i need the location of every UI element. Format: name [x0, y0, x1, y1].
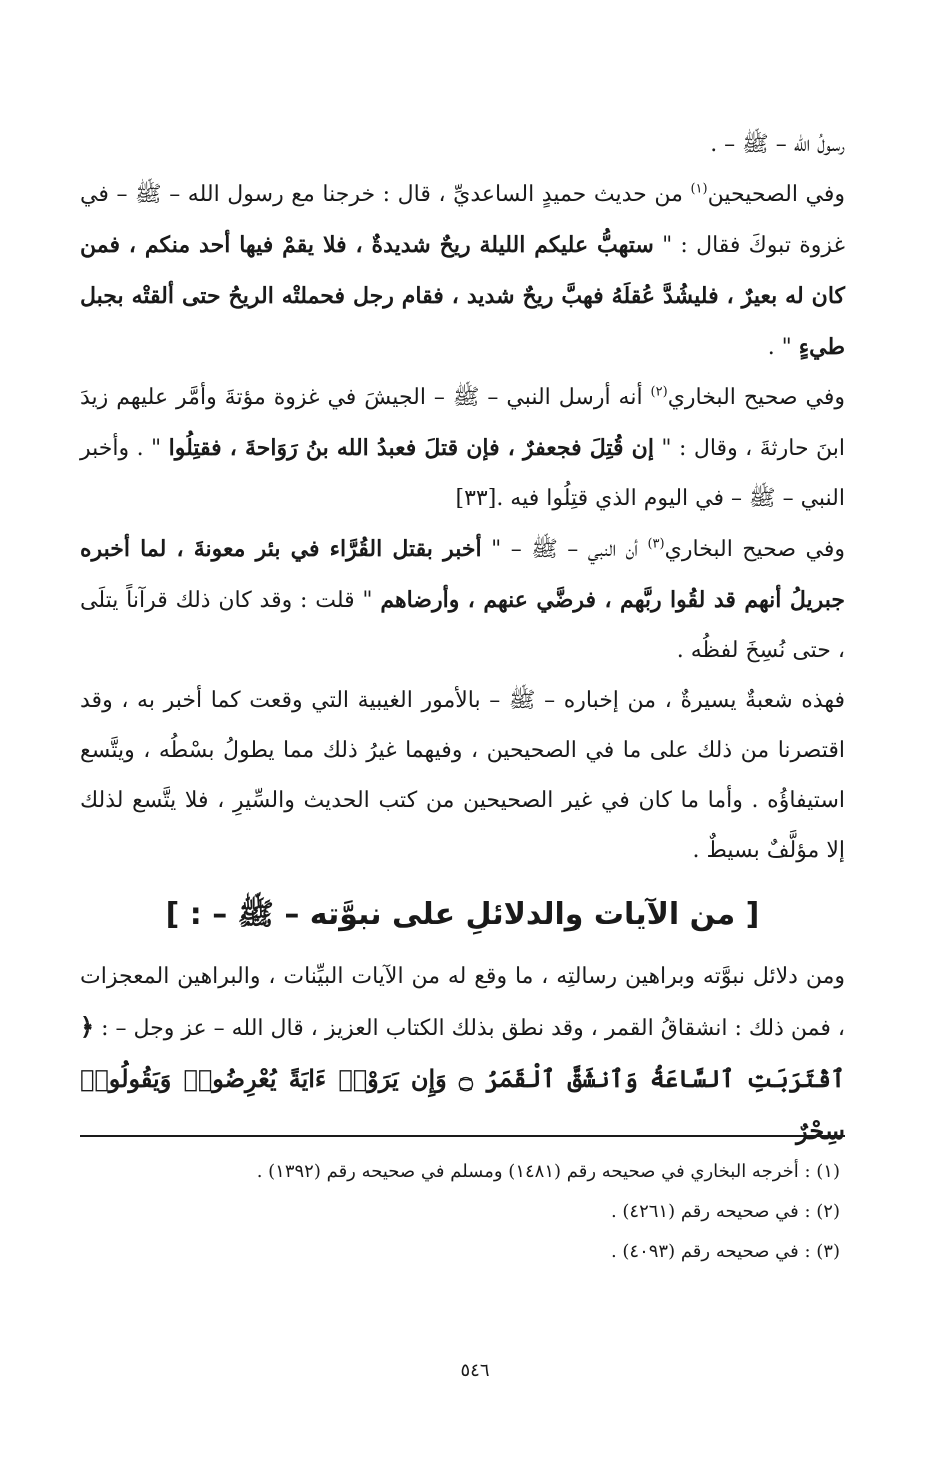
text-run: فهذه شعبةٌ يسيرةٌ ، من إخباره – ﷺ – بالأمور الغيبية التي وقعت كما أخبر به ، وقد اقتصرنا من ذلك على ما في الصحيحين ، وفيهما غيرُ ذلك مما يطولُ بسْطُه ، ويتَّسع استيفاؤُه . وأما ما كان في غير الصحيحين من كتب الحديث والسِّيرِ ، فلا يتَّسع لذلك إلا مؤلَّفٌ بسيطٌ .	[80, 688, 845, 863]
hadith-quote: أخبر بقتل القُرَّاء في بئر معونةَ ، لما أخبره جبريلُ أنهم قد لقُوا ربَّهم ، فرضَّي عنهم ، وأرضاهم	[80, 536, 845, 613]
text-run: ومن دلائل نبوَّته وبراهين رسالتِه ، ما وقع له من الآيات البيِّنات ، والبراهين المعجزات ، فمن ذلك : انشقاقُ القمر ، وقد نطق بذلك الكتاب العزيز ، قال الله – عز وجل – :	[80, 964, 845, 1041]
footnote-1: (١) : أخرجه البخاري في صحيحه رقم (١٤٨١) ومسلم في صحيحه رقم (١٣٩٢) .	[256, 1161, 840, 1182]
page-number: ٥٤٦	[460, 1360, 490, 1381]
text-run: أنه أرسل النبي – ﷺ – الجيشَ في غزوة مؤتةَ وأمَّر عليهم زيدَ ابنَ حارثةَ ، وقال : "	[80, 385, 845, 461]
text-run: أن النبي – ﷺ – "	[481, 537, 648, 562]
text-run: من حديث حميدٍ الساعديِّ ، قال : خرجنا مع رسول الله – ﷺ – في غزوة تبوكَ فقال : "	[80, 182, 845, 258]
paragraph-1	[80, 170, 845, 373]
hadith-quote: ستهبُّ عليكم الليلة ريحٌ شديدةٌ ، فلا يقمْ فيها أحد منكم ، فمن كان له بعيرٌ ، فليشُدَّ عُقلَهُ فهبَّ ريحٌ شديد ، فقام رجل فحملتْه الريحُ حتى ألقتْه بجبل طيءٍ	[80, 232, 845, 360]
section-heading: [ من الآيات والدلائلِ على نبوَّته – ﷺ – : ]	[165, 897, 760, 932]
paragraph-5	[80, 952, 845, 1158]
text-run: وفي صحيح البخاري	[664, 537, 846, 562]
text-run: وفي الصحيحين	[707, 182, 845, 207]
paragraph-0	[80, 120, 845, 170]
quran-verse: ﴿ ٱقْتَرَبَتِ ٱلسَّاعَةُ وَٱنشَقَّ ٱلْقَمَرُ ۝ وَإِن يَرَوْا۟ ءَايَةً يُعْرِضُوا۟ وَيَقُولُوا۟ سِحْرٌ	[80, 1012, 846, 1145]
text-run: رسولُ الله – ﷺ – .	[710, 132, 845, 157]
footnote-ref-1: (١)	[690, 181, 708, 197]
main-text	[80, 120, 845, 1158]
text-run: " قلت : وقد كان ذلك قرآناً يتلَى ، حتى نُسِخَ لفظُه .	[80, 588, 845, 663]
text-run: " .	[767, 335, 799, 360]
footnote-divider	[80, 1135, 845, 1137]
paragraph-4	[80, 676, 845, 876]
paragraph-3	[80, 524, 845, 676]
footnote-ref-2: (٢)	[650, 384, 668, 400]
footnote-2: (٢) : في صحيحه رقم (٤٢٦١) .	[610, 1201, 840, 1222]
text-run: " . وأخبر النبي – ﷺ – في اليوم الذي قتِلُوا فيه .[٣٣]	[80, 436, 845, 511]
footnote-3: (٣) : في صحيحه رقم (٤٠٩٣) .	[610, 1241, 840, 1262]
footnotes	[80, 1152, 840, 1272]
hadith-quote: إن قُتِلَ فجعفرٌ ، فإن قتلَ فعبدُ الله بنُ رَوَاحةَ ، فقتِلُوا	[168, 435, 654, 461]
paragraph-2	[80, 373, 845, 524]
text-run: وفي صحيح البخاري	[667, 385, 846, 410]
footnote-ref-3: (٣)	[647, 536, 665, 552]
